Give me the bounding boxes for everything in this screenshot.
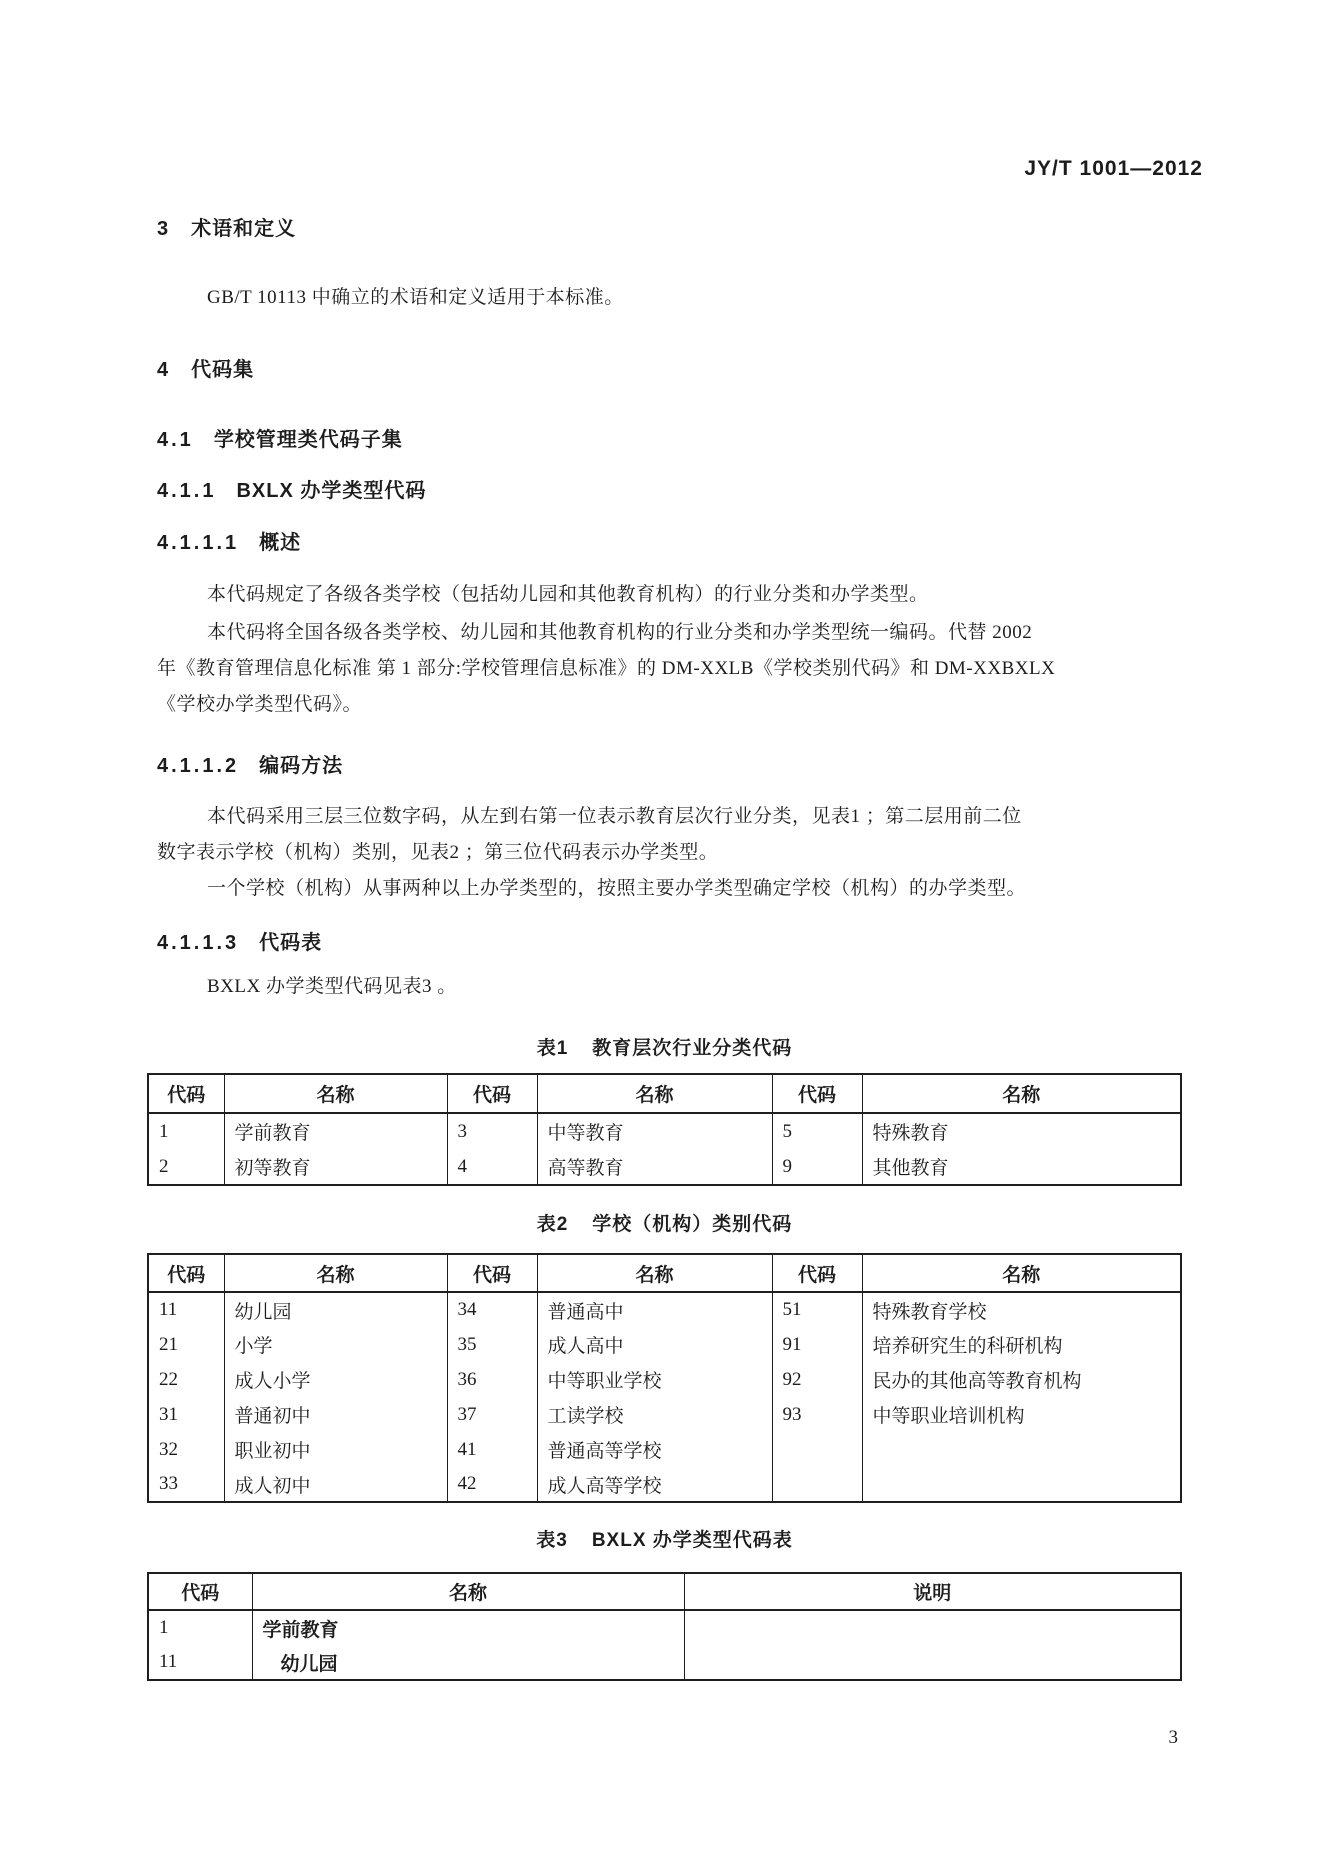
column-header-code: 代码 — [772, 1254, 862, 1292]
table-row — [148, 1149, 1181, 1185]
heading-title: 编码方法 — [259, 755, 344, 777]
name-cell: 工读学校 — [537, 1397, 772, 1432]
code-cell — [772, 1467, 862, 1502]
paragraph-method-1 — [157, 799, 1182, 871]
code-cell: 93 — [772, 1397, 862, 1432]
table-header-row — [148, 1074, 1181, 1113]
name-cell: 中等职业学校 — [537, 1362, 772, 1397]
heading-4-1 — [157, 427, 1182, 453]
paragraph-line: 《学校办学类型代码》。 — [157, 694, 363, 715]
paragraph-terms: GB/T 10113 中确立的术语和定义适用于本标准。 — [207, 287, 624, 308]
name-cell: 成人高等学校 — [537, 1467, 772, 1502]
heading-4 — [157, 357, 1182, 383]
code-cell: 2 — [148, 1149, 224, 1185]
code-cell: 36 — [447, 1362, 537, 1397]
heading-4-1-1-2 — [157, 753, 1182, 779]
heading-number: 4.1 — [157, 429, 194, 451]
heading-number: 4.1.1.3 — [157, 932, 240, 954]
paragraph-overview-2 — [157, 615, 1182, 723]
table-row — [148, 1610, 1181, 1645]
heading-title: BXLX 办学类型代码 — [236, 480, 427, 502]
name-cell — [862, 1467, 1181, 1502]
table-title: 学校（机构）类别代码 — [592, 1214, 793, 1235]
name-cell: 小学 — [224, 1327, 447, 1362]
code-cell: 35 — [447, 1327, 537, 1362]
heading-number: 4.1.1.2 — [157, 755, 240, 777]
paragraph-line: 本代码采用三层三位数字码，从左到右第一位表示教育层次行业分类，见表1 ；第二层用前二位 — [207, 806, 1022, 827]
table-row — [148, 1362, 1181, 1397]
code-cell: 42 — [447, 1467, 537, 1502]
name-cell: 中等职业培训机构 — [862, 1397, 1181, 1432]
name-cell: 职业初中 — [224, 1432, 447, 1467]
code-cell: 21 — [148, 1327, 224, 1362]
table-label: 表1 — [536, 1038, 569, 1059]
paragraph-codes-intro: BXLX 办学类型代码见表3 。 — [207, 976, 457, 997]
name-cell: 普通高等学校 — [537, 1432, 772, 1467]
heading-title: 概述 — [259, 532, 302, 554]
table2-caption — [147, 1212, 1182, 1238]
table-title: BXLX 办学类型代码表 — [591, 1530, 793, 1551]
table-row — [148, 1645, 1181, 1680]
code-cell: 91 — [772, 1327, 862, 1362]
table3-caption — [147, 1528, 1182, 1554]
table2 — [147, 1253, 1182, 1503]
code-cell — [772, 1432, 862, 1467]
heading-title: 学校管理类代码子集 — [213, 429, 403, 451]
column-header-name: 名称 — [224, 1074, 447, 1113]
table-label: 表3 — [536, 1530, 568, 1551]
table-row — [148, 1467, 1181, 1502]
table1 — [147, 1073, 1182, 1186]
code-cell: 11 — [148, 1292, 224, 1327]
name-cell: 学前教育 — [224, 1113, 447, 1149]
heading-title: 代码集 — [191, 359, 255, 381]
column-header-name: 名称 — [252, 1573, 684, 1610]
code-cell: 22 — [148, 1362, 224, 1397]
paragraph-line: 数字表示学校（机构）类别，见表2 ；第三位代码表示办学类型。 — [157, 842, 719, 863]
table-row — [148, 1397, 1181, 1432]
heading-4-1-1-1 — [157, 530, 1182, 556]
name-cell: 普通高中 — [537, 1292, 772, 1327]
code-cell: 11 — [148, 1645, 252, 1680]
code-cell: 9 — [772, 1149, 862, 1185]
column-header-note: 说明 — [684, 1573, 1181, 1610]
table-row — [148, 1113, 1181, 1149]
note-cell — [684, 1610, 1181, 1645]
code-cell: 92 — [772, 1362, 862, 1397]
heading-number: 3 — [157, 218, 172, 240]
code-cell: 37 — [447, 1397, 537, 1432]
paragraph-line: 年《教育管理信息化标准 第 1 部分:学校管理信息标准》的 DM-XXLB《学校类别代码》和 DM-XXBXLX — [157, 658, 1056, 679]
code-cell: 1 — [148, 1113, 224, 1149]
code-cell: 31 — [148, 1397, 224, 1432]
code-cell: 4 — [447, 1149, 537, 1185]
column-header-code: 代码 — [148, 1074, 224, 1113]
name-cell: 其他教育 — [862, 1149, 1181, 1185]
code-cell: 5 — [772, 1113, 862, 1149]
heading-title: 代码表 — [259, 932, 323, 954]
name-cell: 民办的其他高等教育机构 — [862, 1362, 1181, 1397]
heading-4-1-1-3 — [157, 930, 1182, 956]
name-cell: 高等教育 — [537, 1149, 772, 1185]
code-cell: 41 — [447, 1432, 537, 1467]
code-cell: 33 — [148, 1467, 224, 1502]
column-header-code: 代码 — [772, 1074, 862, 1113]
code-cell: 32 — [148, 1432, 224, 1467]
column-header-name: 名称 — [224, 1254, 447, 1292]
code-cell: 34 — [447, 1292, 537, 1327]
page-content — [147, 0, 1203, 1751]
name-cell: 中等教育 — [537, 1113, 772, 1149]
heading-number: 4.1.1.1 — [157, 532, 240, 554]
table-row — [148, 1327, 1181, 1362]
paragraph-method-2: 一个学校（机构）从事两种以上办学类型的，按照主要办学类型确定学校（机构）的办学类型。 — [207, 878, 1027, 899]
code-cell: 51 — [772, 1292, 862, 1327]
heading-number: 4 — [157, 359, 172, 381]
column-header-code: 代码 — [148, 1254, 224, 1292]
table-row — [148, 1292, 1181, 1327]
heading-title: 术语和定义 — [191, 218, 297, 240]
name-cell: 成人高中 — [537, 1327, 772, 1362]
name-cell: 普通初中 — [224, 1397, 447, 1432]
column-header-name: 名称 — [862, 1074, 1181, 1113]
column-header-name: 名称 — [862, 1254, 1181, 1292]
code-cell: 1 — [148, 1610, 252, 1645]
name-cell: 成人小学 — [224, 1362, 447, 1397]
note-cell — [684, 1645, 1181, 1680]
code-cell: 3 — [447, 1113, 537, 1149]
heading-3 — [157, 216, 1182, 242]
column-header-code: 代码 — [447, 1074, 537, 1113]
name-cell: 初等教育 — [224, 1149, 447, 1185]
name-cell: 培养研究生的科研机构 — [862, 1327, 1181, 1362]
table-row — [148, 1432, 1181, 1467]
name-cell: 学前教育 — [252, 1610, 684, 1645]
name-cell: 幼儿园 — [252, 1645, 684, 1680]
paragraph-line: 本代码将全国各级各类学校、幼儿园和其他教育机构的行业分类和办学类型统一编码。代替 2002 — [207, 622, 1033, 643]
table-title: 教育层次行业分类代码 — [592, 1038, 793, 1059]
column-header-code: 代码 — [447, 1254, 537, 1292]
name-cell — [862, 1432, 1181, 1467]
table3 — [147, 1572, 1182, 1681]
table-header-row — [148, 1254, 1181, 1292]
page-number: 3 — [1168, 1727, 1178, 1748]
column-header-name: 名称 — [537, 1074, 772, 1113]
name-cell: 幼儿园 — [224, 1292, 447, 1327]
column-header-code: 代码 — [148, 1573, 252, 1610]
name-cell: 成人初中 — [224, 1467, 447, 1502]
column-header-name: 名称 — [537, 1254, 772, 1292]
name-cell: 特殊教育学校 — [862, 1292, 1181, 1327]
table-header-row — [148, 1573, 1181, 1610]
doc-number: JY/T 1001—2012 — [1024, 157, 1203, 180]
heading-number: 4.1.1 — [157, 480, 217, 502]
table-label: 表2 — [536, 1214, 569, 1235]
name-cell: 特殊教育 — [862, 1113, 1181, 1149]
table1-caption — [147, 1036, 1182, 1062]
heading-4-1-1 — [157, 478, 1182, 504]
paragraph-overview-1: 本代码规定了各级各类学校（包括幼儿园和其他教育机构）的行业分类和办学类型。 — [207, 584, 929, 605]
